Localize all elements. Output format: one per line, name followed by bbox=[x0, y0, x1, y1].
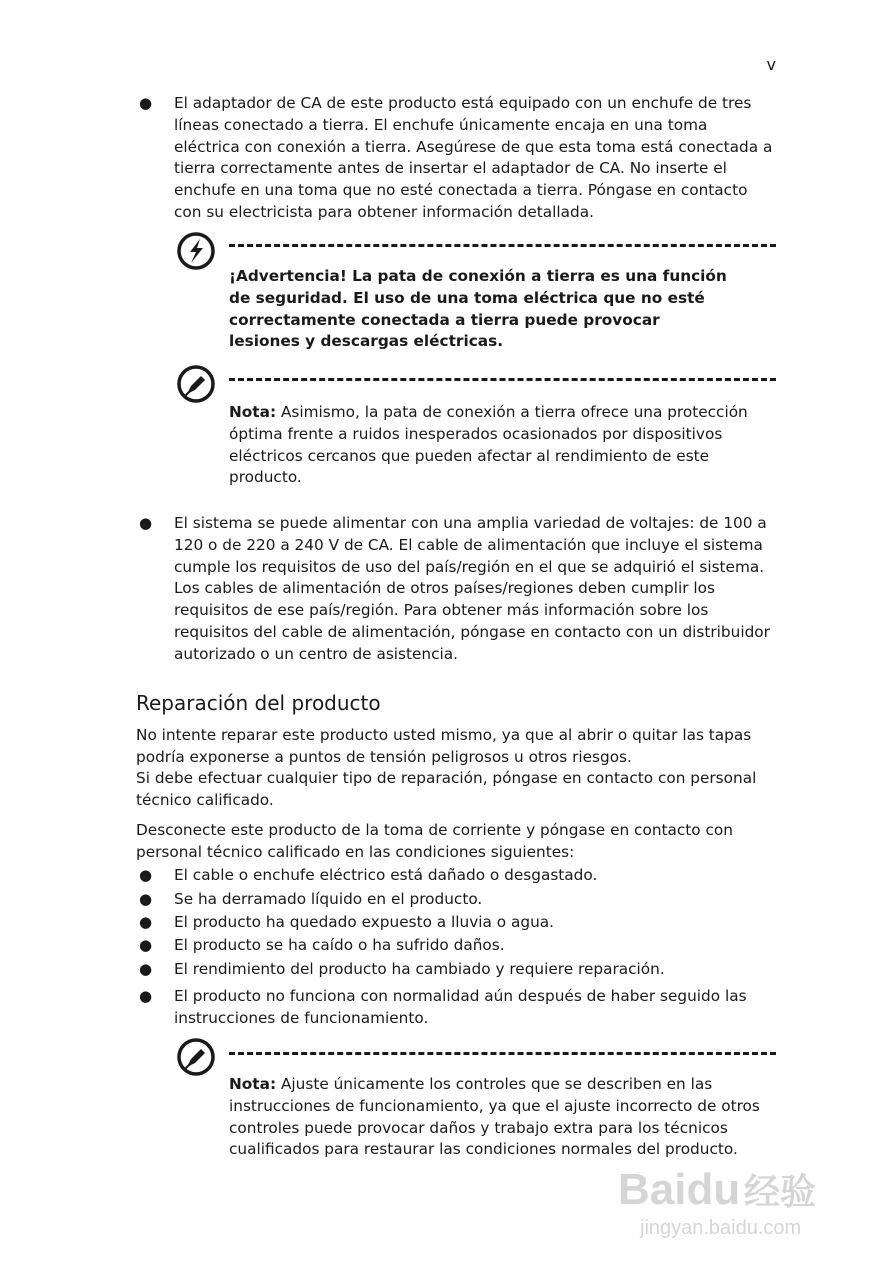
baidu-watermark-logo bbox=[614, 1146, 834, 1246]
list-item: El producto se ha caído o ha sufrido daños. bbox=[174, 936, 505, 954]
bullet-dot: ● bbox=[139, 913, 153, 931]
bullet-dot: ● bbox=[139, 960, 153, 978]
note-pen-icon bbox=[176, 1037, 216, 1077]
paragraph-no-repair: No intente reparar este producto usted mismo, ya que al abrir o quitar las tapas podría exponerse a puntos de tensión peligrosos u otros riesgos. bbox=[136, 726, 752, 766]
page-number: v bbox=[766, 55, 776, 74]
bullet-dot: ● bbox=[139, 890, 153, 908]
dashed-divider bbox=[229, 244, 776, 247]
bullet-dot: ● bbox=[139, 94, 153, 112]
dashed-divider bbox=[229, 1052, 776, 1055]
section-heading: Reparación del producto bbox=[136, 691, 381, 715]
watermark-url: jingyan.baidu.com bbox=[640, 1217, 802, 1239]
bullet-dot: ● bbox=[139, 514, 153, 532]
bullet-paragraph-voltage: El sistema se puede alimentar con una amplia variedad de voltajes: de 100 a 120 o de 220 a 240 V de CA. El cable de alimentación que incluye el sistema cumple los requisitos de uso del país/región en el que se adquirió el sistema. Los cables de alimentación de otros países/regiones deben cumplir los requisitos de ese país/región. Para obtener más información sobre los requisitos del cable de alimentación, póngase en contacto con un distribuidor autorizado o un centro de asistencia. bbox=[174, 514, 770, 663]
paragraph-contact-technician: Si debe efectuar cualquier tipo de reparación, póngase en contacto con personal técnico calificado. bbox=[136, 769, 757, 809]
warning-text: ¡Advertencia! La pata de conexión a tierra es una función de seguridad. El uso de una toma eléctrica que no esté correctamente conectada a tierra puede provocar lesiones y descargas eléctricas. bbox=[229, 267, 727, 351]
watermark-brand: Baidu bbox=[618, 1165, 741, 1214]
bullet-paragraph-ac-adapter: El adaptador de CA de este producto está equipado con un enchufe de tres líneas conectado a tierra. El enchufe únicamente encaja en una toma eléctrica con conexión a tierra. Asegúrese de que esta toma está conectada a tierra correctamente antes de insertar el adaptador de CA. No inserte el enchufe en una toma que no esté conectada a tierra. Póngase en contacto con su electricista para obtener información detallada. bbox=[174, 94, 773, 221]
note-pen-icon bbox=[176, 364, 216, 404]
list-item: El producto ha quedado expuesto a lluvia o agua. bbox=[174, 913, 555, 931]
list-item: El cable o enchufe eléctrico está dañado o desgastado. bbox=[174, 866, 598, 884]
note-text: Ajuste únicamente los controles que se describen en las instrucciones de funcionamiento, ya que el ajuste incorrecto de otros controles puede provocar daños y trabajo extra para los técnicos cualificados para restaurar las condiciones normales del producto. bbox=[229, 1075, 760, 1159]
note-label: Nota: bbox=[229, 1075, 277, 1093]
list-item: El producto no funciona con normalidad aún después de haber seguido las instrucciones de funcionamiento. bbox=[174, 987, 747, 1027]
bullet-dot: ● bbox=[139, 936, 153, 954]
note-text: Asimismo, la pata de conexión a tierra ofrece una protección óptima frente a ruidos inesperados ocasionados por dispositivos eléctricos cercanos que pueden afectar al rendimiento de este producto. bbox=[229, 403, 748, 487]
list-item: Se ha derramado líquido en el producto. bbox=[174, 890, 483, 908]
bullet-dot: ● bbox=[139, 987, 153, 1005]
dashed-divider bbox=[229, 378, 776, 381]
note-paragraph bbox=[229, 402, 769, 489]
warning-lightning-icon bbox=[176, 231, 216, 271]
paragraph-disconnect-conditions: Desconecte este producto de la toma de corriente y póngase en contacto con personal técnico calificado en las condiciones siguientes: bbox=[136, 821, 733, 861]
bullet-dot: ● bbox=[139, 866, 153, 884]
note-label: Nota: bbox=[229, 403, 277, 421]
watermark-suffix: 经验 bbox=[744, 1172, 817, 1213]
list-item: El rendimiento del producto ha cambiado y requiere reparación. bbox=[174, 960, 665, 978]
